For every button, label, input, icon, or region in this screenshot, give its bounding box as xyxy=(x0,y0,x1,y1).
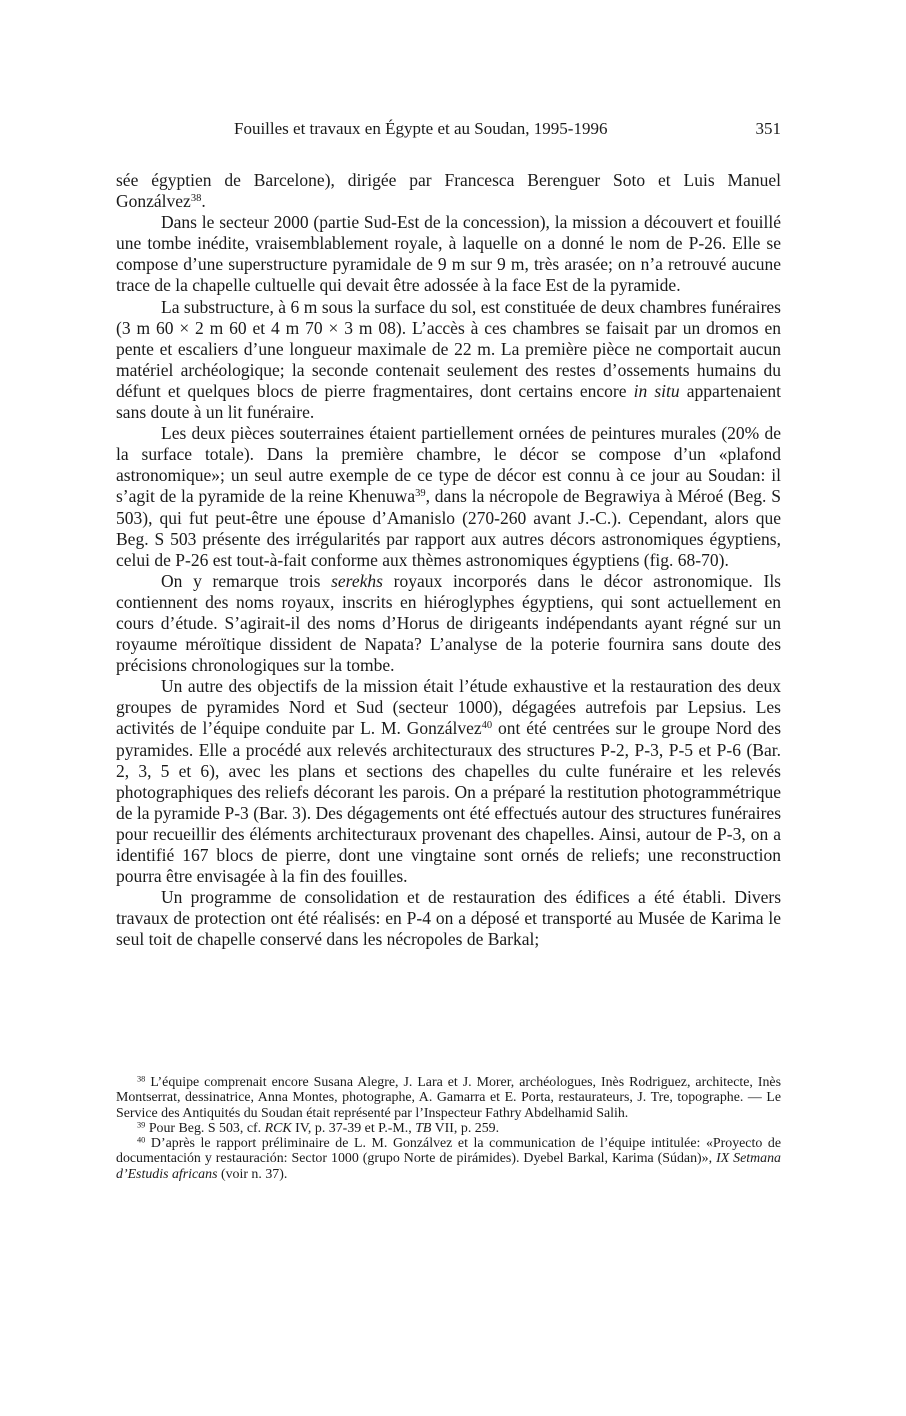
footnote: $^{40}$ D’après le rapport préliminaire de L. M. Gonzálvez et la communication de l’équipe intitulée: «Proyecto de documentación y restauración: Sector 1000 (grupo Norte de pirámides). Dyebel Barkal, Karima (Súdan)», IX Setmana d’Estudis africans (voir n. 37). xyxy=(116,1135,782,1182)
footnote: $^{39}$ Pour Beg. S 503, cf. RCK IV, p. 37-39 et P.-M., TB VII, p. 259. xyxy=(137,1120,500,1136)
paragraph: Dans le secteur 2000 (partie Sud-Est de la concession), la mission a découvert et fouillé une tombe inédite, vraisemblablement royale, à laquelle on a donné le nom de P-26. Elle se compose d’une superstructure pyramidale de 9 m sur 9 m, très arasée; on n’a retrouvé aucune trace de la chapelle cultuelle qui devait être adossée à la face Est de la pyramide. xyxy=(116,212,781,296)
paragraph: Un programme de consolidation et de restauration des édifices a été établi. Divers travaux de protection ont été réalisés: en P-4 on a déposé et transporté au Musée de Karima le seul toit de chapelle conservé dans les nécropoles de Barkal; xyxy=(116,887,781,950)
footnote-ref[interactable]: 40 xyxy=(481,720,493,732)
italic-term: serekhs xyxy=(331,570,383,591)
page-number: 351 xyxy=(755,119,781,138)
paragraph: Un autre des objectifs de la mission était l’étude exhaustive et la restauration des deux groupes de pyramides Nord et Sud (secteur 1000), dégagées autrefois par Lepsius. Les activités de l’équipe conduite par L. M. Gonzálvez$^{40}$ ont été centrées sur le groupe Nord des pyramides. Elle a procédé aux relevés architecturaux des structures P-2, P-3, P-5 et P-6 (Bar. 2, 3, 5 et 6), avec les plans et sections des chapelles du culte funéraire et les relevés photographiques des reliefs décorant les parois. On a préparé la restitution photogrammétrique de la pyramide P-3 (Bar. 3). Des dégagements ont été effectués autour des structures funéraires pour recueillir des éléments architecturaux provenant des chapelles. Ainsi, autour de P-3, on a identifié 167 blocs de pierre, dont une vingtaine sont ornés de reliefs; une reconstruction pourra être envisagée à la fin des fouilles. xyxy=(116,676,782,887)
running-title: Fouilles et travaux en Égypte et au Soudan, 1995-1996 xyxy=(234,119,608,138)
italic-term: in situ xyxy=(633,380,680,401)
body-text xyxy=(116,170,781,950)
paragraph: La substructure, à 6 m sous la surface du sol, est constituée de deux chambres funéraires (3 m 60 × 2 m 60 et 4 m 70 × 3 m 08). L’accès à ces chambres se faisait par un dromos en pente et escaliers d’une longueur maximale de 22 m. La première pièce ne comportait aucun matériel archéologique; la seconde contenait seulement des restes d’ossements humains du défunt et quelques blocs de pierre fragmentaires, dont certains encore in situ appartenaient sans doute à un lit funéraire. xyxy=(116,296,781,423)
paragraph: Les deux pièces souterraines étaient partiellement ornées de peintures murales (20% de la surface totale). Dans la première chambre, le décor se compose d’un «plafond astronomique»; un seul autre exemple de ce type de décor est connu à ce jour au Soudan: il s’agit de la pyramide de la reine Khenuwa$^{39}$, dans la nécropole de Begrawiya à Méroé (Beg. S 503), qui fut peut-être une épouse d’Amanislo (270-260 avant J.-C.). Cependant, alors que Beg. S 503 présente des irrégularités par rapport aux autres décors astronomiques égyptiens, celui de P-26 est tout-à-fait conforme aux thèmes astronomiques égyptiens (fig. 68-70). xyxy=(116,423,781,570)
footnote-number: 40 xyxy=(137,1135,146,1145)
footnote-ref[interactable]: 38 xyxy=(190,193,202,205)
footnote-number: 38 xyxy=(137,1074,146,1084)
footnotes xyxy=(116,1075,781,1182)
paragraph: sée égyptien de Barcelone), dirigée par Francesca Berenguer Soto et Luis Manuel Gonzálvez$^{38}$. xyxy=(116,170,781,212)
paragraph: On y remarque trois serekhs royaux incorporés dans le décor astronomique. Ils contiennent des noms royaux, inscrits en hiéroglyphes égyptiens, qui sont actuellement en cours d’étude. S’agirait-il des noms d’Horus de dirigeants indépendants ayant régné sur un royaume méroïtique dissident de Napata? L’analyse de la poterie fournira sans doute des précisions chronologiques sur la tombe. xyxy=(116,570,781,676)
footnote-ref[interactable]: 39 xyxy=(415,488,426,500)
footnote: $^{38}$ L’équipe comprenait encore Susana Alegre, J. Lara et J. Morer, archéologues, Inès Rodriguez, architecte, Inès Montserrat, dessinatrice, Anna Montes, photographe, A. Gamarra et E. Porta, restaurateurs, J. Tre, topographe. — Le Service des Antiquités du Soudan était représenté par l’Inspecteur Fathry Abdelhamid Salih. xyxy=(116,1074,781,1121)
footnote-number: 39 xyxy=(137,1120,146,1130)
